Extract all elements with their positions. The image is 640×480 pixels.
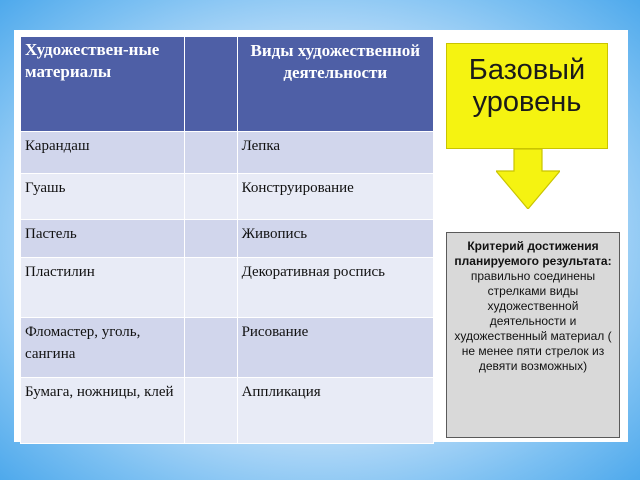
spacer-cell [185, 174, 237, 220]
table-row [21, 378, 434, 444]
header-activities: Виды художественной деятельности [237, 37, 433, 132]
spacer-cell [185, 258, 237, 318]
table-row [21, 132, 434, 174]
table-header-row [21, 37, 434, 132]
activity-cell: Лепка [237, 132, 433, 174]
criterion-box [446, 232, 620, 438]
spacer-cell [185, 318, 237, 378]
table-row [21, 318, 434, 378]
down-arrow-icon [496, 149, 560, 209]
activity-cell: Рисование [237, 318, 433, 378]
table-row [21, 258, 434, 318]
material-cell: Гуашь [21, 174, 185, 220]
spacer-cell [185, 378, 237, 444]
spacer-cell [185, 220, 237, 258]
table-row [21, 220, 434, 258]
activity-cell: Аппликация [237, 378, 433, 444]
material-cell: Бумага, ножницы, клей [21, 378, 185, 444]
criterion-body: правильно соединены стрелками виды художественной деятельности и художественный материал ( не менее пяти стрелок из девяти возможных) [454, 269, 612, 373]
base-level-box: Базовый уровень [446, 43, 608, 149]
material-cell: Пастель [21, 220, 185, 258]
activity-cell: Живопись [237, 220, 433, 258]
activity-cell: Конструирование [237, 174, 433, 220]
material-cell: Карандаш [21, 132, 185, 174]
material-cell: Пластилин [21, 258, 185, 318]
materials-activities-table [20, 36, 434, 444]
spacer-cell [185, 132, 237, 174]
activity-cell: Декоративная роспись [237, 258, 433, 318]
header-empty [185, 37, 237, 132]
criterion-title: Критерий достижения планируемого результата: [454, 239, 612, 268]
material-cell: Фломастер, уголь, сангина [21, 318, 185, 378]
header-materials: Художествен-ные материалы [21, 37, 185, 132]
table-row [21, 174, 434, 220]
